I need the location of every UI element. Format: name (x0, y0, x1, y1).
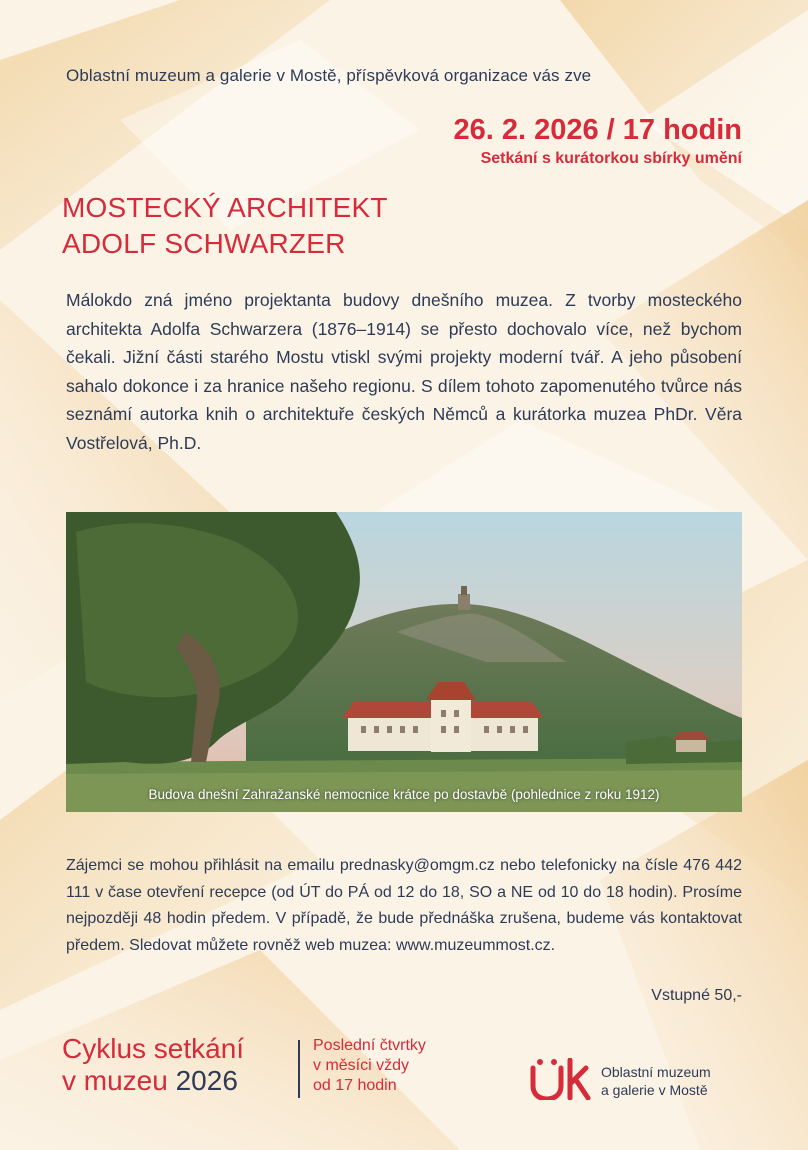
cycle-title-line-1: Cyklus setkání (62, 1033, 245, 1064)
cycle-title-prefix: v muzeu (62, 1065, 168, 1096)
inviter-text: Oblastní muzeum a galerie v Mostě, příspěvková organizace vás zve (66, 66, 592, 85)
event-description: Málokdo zná jméno projektanta budovy dnešního muzea. Z tvorby mosteckého architekta Adolfa Schwarzera (1876–1914) se přesto dochovalo více, než bychom čekali. Jižní části starého Mostu vtiskl svými projekty moderní tvář. A jeho působení sahalo dokonce i za hranice našeho regionu. S dílem tohoto zapomenutého tvůrce nás seznámí autorka knih o architektuře českých Němců a kurátorka muzea PhDr. Věra Vostřelová, Ph.D. (66, 290, 742, 453)
postcard-illustration (66, 512, 742, 812)
logo-line-1: Oblastní muzeum (601, 1064, 711, 1080)
registration-info: Zájemci se mohou přihlásit na emailu prednasky@omgm.cz nebo telefonicky na čísle 476 442 111 v čase otevření recepce (od ÚT do PÁ od 12 do 18, SO a NE od 10 do 18 hodin). Prosíme nejpozději 48 hodin předem. V případě, že bude přednáška zrušena, budeme vás kontaktovat předem. Sledovat můžete rovněž web muzea: www.muzeummost.cz. (66, 857, 742, 954)
event-title (62, 190, 662, 262)
event-title-line-1: MOSTECKÝ ARCHITEKT (62, 192, 388, 223)
event-subtitle: Setkání s kurátorkou sbírky umění (480, 150, 742, 167)
museum-logo-text (601, 1063, 781, 1099)
entry-fee: Vstupné 50,- (651, 987, 742, 1004)
historic-postcard-photo (66, 512, 742, 812)
footer-divider (298, 1040, 300, 1098)
logo-line-2: a galerie v Mostě (601, 1082, 708, 1098)
schedule-line-2: v měsíci vždy (313, 1057, 410, 1074)
schedule-line-3: od 17 hodin (313, 1077, 397, 1094)
event-title-line-2: ADOLF SCHWARZER (62, 228, 346, 259)
cycle-schedule (313, 1036, 513, 1096)
cycle-title-line-2 (62, 1065, 292, 1097)
cycle-title (62, 1033, 292, 1097)
museum-logo-icon (528, 1058, 592, 1100)
schedule-line-1: Poslední čtvrtky (313, 1037, 426, 1054)
photo-caption: Budova dnešní Zahražanské nemocnice krátce po dostavbě (pohlednice z roku 1912) (148, 787, 660, 802)
cycle-year: 2026 (175, 1065, 238, 1096)
event-date-time: 26. 2. 2026 / 17 hodin (453, 114, 742, 146)
